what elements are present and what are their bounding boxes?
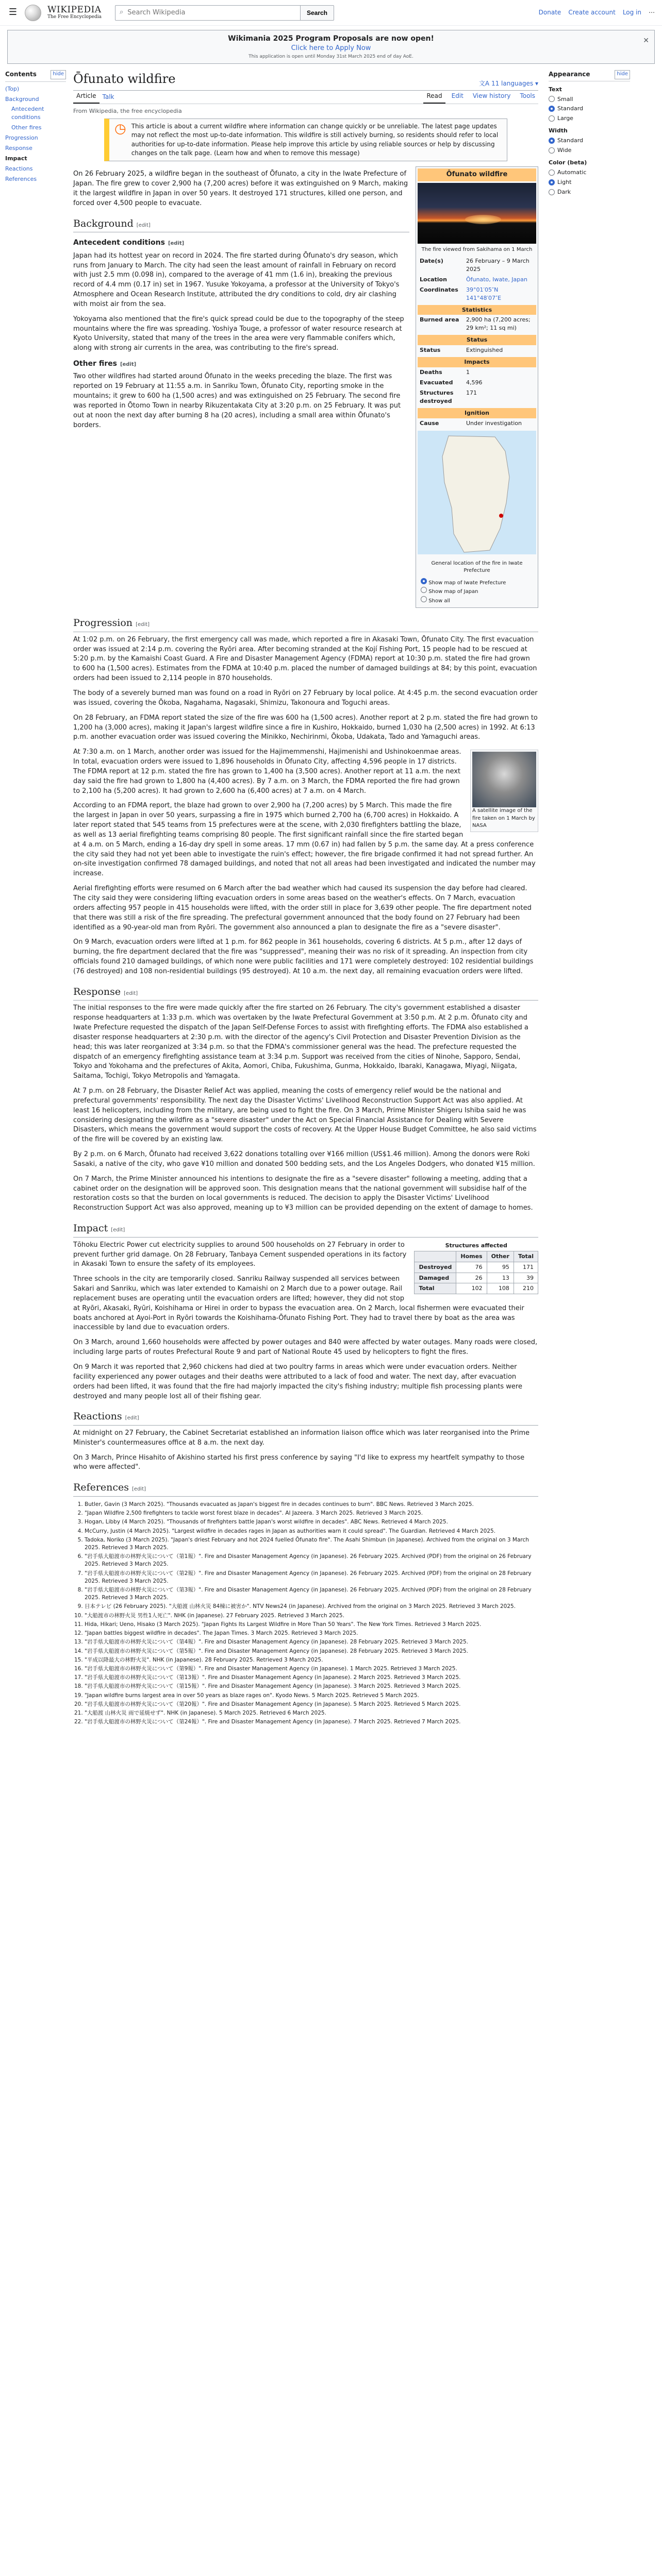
infobox-value: 4,596 xyxy=(466,379,483,386)
search-input[interactable] xyxy=(126,8,296,17)
section-response xyxy=(73,985,538,1001)
fire-location-marker xyxy=(499,514,503,518)
section-references xyxy=(73,1481,538,1497)
heading-text: Progression xyxy=(73,617,133,629)
table-of-contents xyxy=(5,68,66,1729)
radio-icon[interactable] xyxy=(421,578,427,584)
color-option-light[interactable] xyxy=(549,178,630,187)
search-button[interactable]: Search xyxy=(301,5,334,21)
reference-item: 2. "Japan Wildfire 2,500 firefighters to tackle worst forest blaze in decades". Al Jazeera. 3 March 2025. Retrieved 3 March 2025. xyxy=(85,1510,538,1517)
language-count[interactable]: 11 languages xyxy=(491,79,534,87)
paragraph: Two other wildfires had started around Ōfunato in the weeks preceding the blaze. The first was reported on 19 February at 11:55 a.m. in Sanriku Town, Ōfunato City, reporting smoke in the mountains; it grew to 600 ha (1,500 acres) and was extinguished on 25 February. The second fire was reported in Ōtomo Town in nearby Rikuzentakata City at 3:20 p.m. on 25 February. It was put out at noon the next day after burning 8 ha (20 acres), including a small area within Ōfunato's borders. xyxy=(73,372,401,429)
option-label: Standard xyxy=(557,137,584,144)
toc-item-reactions[interactable] xyxy=(5,165,66,173)
infobox-key: Cause xyxy=(420,419,439,427)
search-box xyxy=(115,5,301,21)
banner-apply-link[interactable]: Click here to Apply Now xyxy=(291,44,371,53)
infobox-section: Status xyxy=(418,335,536,345)
toc-link[interactable]: Progression xyxy=(5,134,38,142)
reference-item: 18. "岩手県大船渡市の林野火災について（第15報）". Fire and Disaster Management Agency (in Japanese). 3 March 2025. Retrieved 3 March 2025. xyxy=(85,1683,538,1690)
infobox-key: Location xyxy=(420,276,447,283)
infobox-key: Status xyxy=(420,347,441,354)
map-option[interactable] xyxy=(421,587,533,596)
tab-talk[interactable]: Talk xyxy=(102,93,114,100)
appearance-panel xyxy=(545,68,633,1729)
search-form xyxy=(115,5,334,21)
infobox-section: Ignition xyxy=(418,408,536,418)
wordmark-title: WIKIPEDIA xyxy=(47,4,102,15)
toc-link[interactable]: Antecedent conditions xyxy=(11,106,44,121)
paragraph: Yokoyama also mentioned that the fire's quick spread could be due to the topography of the steep mountains where the fire was spreading. Yoshiya Touge, a professor of water resource research at Kyoto University, stated that many of the trees in the area were very flammable conifers which, along with strong air currents in the area, was contributing to the fire's spread. xyxy=(73,315,404,352)
option-label: Dark xyxy=(557,188,571,195)
table-header xyxy=(415,1251,456,1262)
tab-history[interactable]: View history xyxy=(472,92,511,99)
table-cell: 13 xyxy=(487,1273,514,1283)
toc-item-response[interactable] xyxy=(5,144,66,152)
wordmark-tagline: The Free Encyclopedia xyxy=(47,14,102,20)
option-label: Wide xyxy=(557,147,572,154)
reference-item: 22. "岩手県大船渡市の林野火災について（第24報）". Fire and Disaster Management Agency (in Japanese). 7 March 2025. Retrieved 7 March 2025. xyxy=(85,1718,538,1726)
paragraph: The body of a severely burned man was found on a road in Ryōri on 27 February by local police. At 4:45 p.m. the second evacuation order was issued, covering the Ōkoba, Nagahama, Nagasaki, Shimizu, Takonoura and Toguchi areas. xyxy=(73,689,538,707)
paragraph: By 2 p.m. on 6 March, Ōfunato had received 3,622 donations totalling over ¥166 million (US$1.46 million). Among the donors were Roki Sasaki, a native of the city, who gave ¥10 million and donated 500 bedding sets, and the Los Angeles Dodgers, who donated ¥15 million. xyxy=(73,1150,535,1168)
user-links xyxy=(539,8,655,17)
infobox-row xyxy=(418,378,536,388)
table-cell: Total xyxy=(415,1283,456,1294)
section-reactions xyxy=(73,1410,538,1426)
paragraph: On 9 March, evacuation orders were lifted at 1 p.m. for 862 people in 361 households, covering 6 districts. At 5 p.m., after 12 days of burning, the fire department declared that the fire was "suppressed", meaning their was no risk of it spreading. An inspection from city officials found 210 damaged buildings, of which none were public facilities and 171 were completely destroyed: 102 residential buildings (76 destroyed) and 108 non-residential buildings (95 destroyed). At 10 a.m. the next day, all remaining evacuation orders were lifted. xyxy=(73,938,534,975)
paragraph: On 3 March, Prince Hisahito of Akishino started his first press conference by saying "I'd like to express my heartfelt sympathy to those who were affected". xyxy=(73,1453,525,1471)
toc-heading: Contents xyxy=(5,71,37,78)
heading-text: Antecedent conditions xyxy=(73,239,165,247)
toc-item-progression[interactable] xyxy=(5,134,66,142)
heading-text: Other fires xyxy=(73,360,117,368)
paragraph: The initial responses to the fire were made quickly after the fire started on 26 February. The city's government established a disaster response headquarters at 1:33 p.m. which was overtaken by the Iwate Prefectural Government at 3:50 p.m. At 2 p.m. Ōfunato city and Iwate Prefecture requested the dispatch of the Japan Self-Defense Forces to assist with firefighting efforts. The FDMA also established a disaster response headquarters at 2:30 p.m. with the director of the agency's Civil Protection and Disaster Prevention Division as the head; this was later reorganized at 3:34 p.m. so that the FDMA's commissioner general was the head. The prefecture requested the dispatch of an emergency firefighting assistance team at 3:34 p.m. Support was received from the cities of Ninohe, Sapporo, Sendai, Tokyo and Yokohama and the prefectures of Akita, Aomori, Chiba, Fukushima, Gunma, Hokkaido, Ibaraki, Kanagawa, Miyagi, Niigata, Saitama, Tochigi, Tokyo Metropolis and Yamagata. xyxy=(73,1004,528,1080)
reference-item: 4. McCurry, Justin (4 March 2025). "Largest wildfire in decades rages in Japan as authorities warn it could spread". The Guardian. Retrieved 4 March 2025. xyxy=(85,1528,538,1535)
section-antecedent xyxy=(73,238,409,248)
reference-item: 6. "岩手県大船渡市の林野火災について（第1報）". Fire and Disaster Management Agency (in Japanese). 26 February 2025. Archived (PDF) from the original on 26 February 2025. Retrieved 3 March 2025. xyxy=(85,1553,538,1568)
edit-link[interactable]: [edit] xyxy=(136,622,150,628)
table-cell: Damaged xyxy=(415,1273,456,1283)
infobox-key: Structures destroyed xyxy=(420,389,454,404)
toc-link[interactable]: Impact xyxy=(5,155,27,162)
map-options xyxy=(418,577,536,606)
toc-item-other-fires[interactable] xyxy=(5,124,66,132)
section-impact xyxy=(73,1222,538,1238)
option-label: Automatic xyxy=(557,169,587,176)
reference-item: 3. Hogan, Libby (4 March 2025). "Thousands of firefighters battle Japan's worst wildfire in decades". ABC News. Retrieved 4 March 2025. xyxy=(85,1518,538,1526)
reference-item: 11. Hida, Hikari; Ueno, Hisako (3 March 2025). "Japan Fights Its Largest Wildfire in More Than 50 Years". The New York Times. Retrieved 3 March 2025. xyxy=(85,1621,538,1629)
toc-hide-button[interactable]: hide xyxy=(51,70,66,79)
infobox-value[interactable]: Ōfunato, Iwate, Japan xyxy=(466,276,527,283)
satellite-thumbnail[interactable] xyxy=(470,750,538,832)
toc-link[interactable]: Reactions xyxy=(5,165,33,173)
infobox-row xyxy=(418,275,536,285)
option-label: Large xyxy=(557,115,573,122)
edit-link[interactable]: [edit] xyxy=(136,222,151,228)
section-progression xyxy=(73,616,538,632)
table-header: Other xyxy=(487,1251,514,1262)
table-cell: 76 xyxy=(456,1262,487,1273)
language-button[interactable]: 文A 11 languages ▾ xyxy=(478,79,538,87)
photo-caption: The fire viewed from Sakihama on 1 March xyxy=(421,247,533,253)
infobox-row xyxy=(418,315,536,333)
table-row xyxy=(415,1262,538,1273)
width-option-wide[interactable] xyxy=(549,146,630,155)
more-options-icon[interactable]: ⋯ xyxy=(649,8,655,16)
color-group xyxy=(549,159,630,196)
table-cell: 171 xyxy=(514,1262,538,1273)
reference-item: 17. "岩手県大船渡市の林野火災について（第13報）". Fire and Disaster Management Agency (in Japanese). 2 March 2025. Retrieved 3 March 2025. xyxy=(85,1674,538,1682)
donate-link[interactable]: Donate xyxy=(538,8,561,16)
infobox-value[interactable]: 39°01′05″N 141°48′07″E xyxy=(466,286,502,301)
group-label: Color (beta) xyxy=(549,159,587,166)
toc-item-references[interactable] xyxy=(5,175,66,183)
map-option[interactable] xyxy=(421,596,533,605)
heading-text: Impact xyxy=(73,1223,108,1234)
infobox-key: Burned area xyxy=(420,316,459,324)
section-other-fires xyxy=(73,359,409,369)
color-option-automatic[interactable] xyxy=(549,168,630,177)
toc-item-antecedent[interactable] xyxy=(5,105,66,122)
option-label: Standard xyxy=(557,105,584,112)
toc-link[interactable]: Response xyxy=(5,145,32,152)
group-label: Text xyxy=(549,86,562,93)
edit-link[interactable]: [edit] xyxy=(124,990,138,996)
radio-icon[interactable] xyxy=(549,170,555,176)
toc-link[interactable]: Background xyxy=(5,95,39,103)
paragraph: On 7 March, the Prime Minister announced his intentions to designate the fire as a "severe disaster" following a meeting, adding that a cabinet order on the designation will be approved soon. This designation means that the national government will subsidise half of the restoration costs so that the burden on local governments is reduced. The decision to apply the Disaster Victims' Livelihood Reconstruction Support Act was also approved, meaning up to ¥3 million can be provided depending on the extent of damage to homes. xyxy=(73,1175,533,1212)
section-background xyxy=(73,217,409,233)
paragraph: According to an FDMA report, the blaze had grown to over 2,900 ha (7,200 acres) by 5 March. This made the fire the largest in Japan in over 50 years, surpassing a fire in 1975 which burned 2,700 ha (6,700 acres) in Hokkaido. A later report stated that 545 teams from 15 prefectures were at the scene, with 2,030 firefighters battling the blaze, as well as 13 aerial firefighting teams comprising 80 people. The first significant rainfall since the fire started began at 4 a.m. on 5 March, ending a 16-day dry spell in some areas. 17 mm (0.67 in) had fallen by 5 p.m. the same day. At a press conference the city said they had not yet been able to investigate the ruin's effect; however, the fire brigade confirmed it had not spread further. An on-site investigation confirmed 78 damaged buildings, and noted that not all areas had been investigated and indicated the number may increase. xyxy=(73,802,536,878)
paragraph: Aerial firefighting efforts were resumed on 6 March after the bad weather which had caused its suspension the day before had cleared. The city said they were considering lifting evacuation orders in some areas based on the weather's effects. On 7 March, evacuation orders affecting 957 people in 415 households were lifted, with the order still in place for 3,639 other people. The fire department noted that there was still a risk of the fire spreading. The prefectural government announced that the body found on 27 February had been identified as a 90-year-old man from Ryōri. The government also announced a plan to designate the fire as a "severe disaster". xyxy=(73,885,532,931)
paragraph: On 3 March, around 1,660 households were affected by power outages and 840 were affected by water outages. Many roads were closed, including large parts of routes Prefectural Route 9 and part of National Route 45 used by helicopters to fight the fires. xyxy=(73,1338,538,1357)
page-title: Ōfunato wildfire xyxy=(73,72,176,87)
radio-icon[interactable] xyxy=(549,115,555,122)
infobox-section: Statistics xyxy=(418,305,536,315)
infobox-row xyxy=(418,418,536,429)
wordmark[interactable] xyxy=(47,6,102,20)
infobox-value: Extinguished xyxy=(466,347,503,354)
radio-icon[interactable] xyxy=(549,106,555,112)
heading-text: Response xyxy=(73,986,121,997)
group-label: Width xyxy=(549,127,568,134)
tab-read[interactable]: Read xyxy=(423,92,445,104)
reference-item: 14. "岩手県大船渡市の林野火災について（第5報）". Fire and Disaster Management Agency (in Japanese). 28 February 2025. Retrieved 3 March 2025. xyxy=(85,1648,538,1655)
infobox-key: Evacuated xyxy=(420,379,453,386)
map-caption: General location of the fire in Iwate Prefecture xyxy=(431,560,523,574)
reference-item: 12. "Japan battles biggest wildfire in decades". The Japan Times. 3 March 2025. Retrieved 3 March 2025. xyxy=(85,1630,538,1637)
table-row xyxy=(415,1283,538,1294)
site-notice-banner xyxy=(7,30,655,64)
map-option-label: Show map of Iwate Prefecture xyxy=(428,580,506,586)
paragraph: Japan had its hottest year on record in 2024. The fire started during Ōfunato's dry season, which runs from January to March. The city had seen the least amount of rainfall in February on record with just 2.5 mm (0.098 in), compared to the average of 41 mm (1.6 in), breaking the previous record of 4.4 mm (0.17 in) set in 1967. Yusuke Yokoyama, a professor at the University of Tokyo's Atmosphere and Ocean Research Institute, attributed the dry conditions to cold, dry air clashing with moist air from the sea. xyxy=(73,251,400,308)
infobox-row xyxy=(418,285,536,303)
paragraph: At 7:30 a.m. on 1 March, another order was issued for the Hajimemmenshi, Hajimenishi and Ushinokoenmae areas. In total, evacuation orders were issued to 1,896 households in Ōfunato City, affecting 4,596 people in 17 districts. The FDMA report at 12 p.m. stated the fire has grown to 1,400 ha (3,500 acres). Another report at 11 a.m. the next day said the fire had grown to 1,800 ha (4,400 acres). By 7 a.m. on 3 March, the FDMA reported the fire had grown to 2,100 ha (5,200 acres). It had grown to 2,600 ha (6,400 acres) at 7 a.m. on 4 March. xyxy=(73,748,461,795)
table-cell: Destroyed xyxy=(415,1262,456,1273)
color-option-dark[interactable] xyxy=(549,188,630,196)
text-option-standard[interactable] xyxy=(549,105,630,113)
edit-link[interactable]: [edit] xyxy=(125,1415,139,1421)
heading-text: Reactions xyxy=(73,1411,122,1422)
infobox-row xyxy=(418,367,536,378)
table-cell: 210 xyxy=(514,1283,538,1294)
table-header: Total xyxy=(514,1251,538,1262)
clock-icon: ◷ xyxy=(114,121,126,137)
edit-link[interactable]: [edit] xyxy=(168,241,185,247)
map-option[interactable] xyxy=(421,578,533,587)
paragraph: Tōhoku Electric Power cut electricity supplies to around 500 households on 27 February in order to prevent further grid damage. On 28 February, Tanbaya Cement suspended operations in its factory in Akasaki Town to ensure the safety of its employees. xyxy=(73,1241,407,1268)
infobox-key: Coordinates xyxy=(420,286,458,293)
infobox-key: Deaths xyxy=(420,369,442,376)
fire-photo[interactable] xyxy=(418,183,536,244)
infobox-row xyxy=(418,345,536,355)
table-row xyxy=(415,1273,538,1283)
paragraph: At 7 p.m. on 28 February, the Disaster Relief Act was applied, meaning the costs of emergency relief would be the national and prefectural governments' responsibility. The next day the Disaster Victims' Livelihood Reconstruction Support Act was also applied. At least 16 helicopters, including from the military, are being used to fight the fire. On 3 March, Prime Minister Shigeru Ishiba said he was considering designating the wildfire as a "severe disaster" under the Act on Special Financial Assistance for Dealing with Severe Disasters, which means the government would support the costs of recovery. At the Upper House Budget Committee, he also said victims of the fire will be covered by an existing law. xyxy=(73,1087,537,1144)
banner-title: Wikimania 2025 Program Proposals are now open! xyxy=(228,35,434,43)
edit-link[interactable]: [edit] xyxy=(132,1486,146,1493)
width-group xyxy=(549,127,630,155)
infobox-row xyxy=(418,388,536,406)
reference-item: 16. "岩手県大船渡市の林野火災について（第9報）". Fire and Disaster Management Agency (in Japanese). 1 March 2025. Retrieved 3 March 2025. xyxy=(85,1665,538,1673)
lead-paragraph: On 26 February 2025, a wildfire began in the southeast of Ōfunato, a city in the Iwate Prefecture of Japan. The fire grew to cover 2,900 ha (7,200 acres) before it was extinguished on 9 March, making it the largest wildfire in Japan in over 50 years. It destroyed 171 structures, killed one person, and forced over 4,500 people to evacuate. xyxy=(73,170,408,208)
table-caption: Structures affected xyxy=(445,1242,507,1249)
radio-icon[interactable] xyxy=(549,147,555,154)
appearance-hide-button[interactable]: hide xyxy=(615,70,630,79)
location-map[interactable] xyxy=(418,431,536,554)
table-cell: 102 xyxy=(456,1283,487,1294)
reference-item: 1. Butler, Gavin (3 March 2025). "Thousands evacuated as Japan's biggest fire in decades continues to burn". BBC News. Retrieved 3 March 2025. xyxy=(85,1501,538,1509)
reference-item: 5. Tadoka, Noriko (3 March 2025). "Japan's driest February and hot 2024 fuelled Ōfunato fire". The Asahi Shimbun (in Japanese). Archived from the original on 3 March 2025. Retrieved 3 March 2025. xyxy=(85,1536,538,1552)
paragraph: At 1:02 p.m. on 26 February, the first emergency call was made, which reported a fire in Akasaki Town, Ōfunato City. The first evacuation order was issued at 2:14 p.m. covering the Ryōri area. After becoming stranded at the Kojí Fishing Port, 15 people had to be rescued at 5:20 p.m. by the Kamaishi Coast Guard. A Fire and Disaster Management Agency (FDMA) report at 10:30 p.m. stated the fire had grown to 600 ha (1,500 acres). Estimates from the FDMA at 10:40 p.m. placed the number of damaged buildings at 84; by this point, evacuation orders had been issued to 2,114 people in 870 households. xyxy=(73,635,537,683)
close-icon[interactable]: ✕ xyxy=(643,37,649,45)
tab-tools[interactable]: Tools xyxy=(520,92,535,99)
infobox-value: Under investigation xyxy=(466,419,522,427)
current-event-notice xyxy=(104,118,507,162)
article-body xyxy=(73,166,409,608)
map-option-label: Show all xyxy=(428,598,451,604)
infobox-value: 2,900 ha (7,200 acres; 29 km²; 11 sq mi) xyxy=(466,316,531,332)
radio-icon[interactable] xyxy=(549,96,555,102)
infobox-value: 26 February – 9 March 2025 xyxy=(466,257,529,273)
reference-item: 19. "Japan wildfire burns largest area in over 50 years as blaze rages on". Kyodo News. 5 March 2025. Retrieved 5 March 2025. xyxy=(85,1692,538,1700)
edit-link[interactable]: [edit] xyxy=(111,1227,125,1233)
infobox xyxy=(416,166,538,608)
heading-text: Background xyxy=(73,217,134,229)
toc-link[interactable]: References xyxy=(5,176,37,183)
table-header-row xyxy=(415,1251,538,1262)
paragraph: On 28 February, an FDMA report stated the size of the fire was 600 ha (1,500 acres). Another report at 2 p.m. stated the fire had grown to 1,200 ha (3,000 acres), making it Japan's largest wildfire since a fire in Kushiro, Hokkaido, burned 1,030 ha (2,500 acres) in 1992. At 6:13 p.m. another evacuation order was issued covering the Minikko, Nechirinmi, Ōkoba, Udakata, Tado and Yamaguchi areas. xyxy=(73,714,538,741)
page-tabs xyxy=(73,91,538,104)
reference-item: 13. "岩手県大船渡市の林野火災について（第4報）". Fire and Disaster Management Agency (in Japanese). 28 February 2025. Retrieved 3 March 2025. xyxy=(85,1638,538,1646)
radio-icon[interactable] xyxy=(421,587,427,593)
edit-link[interactable]: [edit] xyxy=(120,362,137,368)
infobox-value: 1 xyxy=(466,369,470,376)
option-label: Small xyxy=(557,95,573,103)
infobox-key: Date(s) xyxy=(420,257,443,264)
search-icon: ⌕ xyxy=(119,8,124,16)
table-cell: 95 xyxy=(487,1262,514,1273)
tab-edit[interactable]: Edit xyxy=(451,92,464,99)
radio-icon[interactable] xyxy=(549,179,555,185)
main-menu-icon[interactable]: ☰ xyxy=(8,7,18,18)
reference-item: 8. "岩手県大船渡市の林野火災について（第3報）". Fire and Disaster Management Agency (in Japanese). 26 February 2025. Archived (PDF) from the original on 28 February 2025. Retrieved 3 March 2025. xyxy=(85,1586,538,1602)
toc-link[interactable]: (Top) xyxy=(5,85,20,92)
reference-item: 9. 日本テレビ (26 February 2025). "大船渡 山林火災 84棟に被害か". NTV News24 (in Japanese). Archived from the original on 3 March 2025. Retrieved 3 March 2025. xyxy=(85,1603,538,1611)
from-wikipedia: From Wikipedia, the free encyclopedia xyxy=(73,107,182,114)
radio-icon[interactable] xyxy=(549,138,555,144)
width-option-standard[interactable] xyxy=(549,137,630,145)
infobox-section: Impacts xyxy=(418,357,536,367)
infobox-title: Ōfunato wildfire xyxy=(418,168,536,181)
banner-fine-print: This application is open until Monday 31st March 2025 end of day AoE. xyxy=(249,54,413,60)
table-cell: 39 xyxy=(514,1273,538,1283)
paragraph: At midnight on 27 February, the Cabinet Secretariat established an information liaison office which was later reorganised into the Prime Minister's countermeasures office at 8 a.m. the next day. xyxy=(73,1429,530,1447)
paragraph: On 9 March it was reported that 2,960 chickens had died at two poultry farms in areas which were under evacuation orders. Neither facility experienced any power outages and their deaths were attributed to a lack of food and water. The next day, after evacuation orders had been lifted, it was found that the fire had majorly impacted the city's fishing industry; multiple fish processing plants were destroyed and many people lost all of their fishing gear. xyxy=(73,1363,522,1400)
wikipedia-logo[interactable] xyxy=(25,5,41,21)
article xyxy=(66,68,545,1729)
toc-link[interactable]: Other fires xyxy=(11,124,42,131)
reference-item: 7. "岩手県大船渡市の林野火災について（第2報）". Fire and Disaster Management Agency (in Japanese). 26 February 2025. Archived (PDF) from the original on 28 February 2025. Retrieved 3 March 2025. xyxy=(85,1570,538,1585)
structures-table xyxy=(414,1241,538,1295)
tab-article[interactable]: Article xyxy=(73,92,100,104)
table-header: Homes xyxy=(456,1251,487,1262)
satellite-image[interactable] xyxy=(472,752,536,807)
toc-item-background[interactable] xyxy=(5,95,66,104)
notice-text: This article is about a current wildfire where information can change quickly or be unreliable. The latest page updates may not reflect the most up-to-date information. This wildfire is still actively burning, so residents should refer to local authorities for up-to-date information. Please help improve this article by using reliable sources or help by discussing changes on the talk page. (Learn how and when to remove this message) xyxy=(131,122,499,157)
site-header xyxy=(0,0,662,26)
infobox-value: 171 xyxy=(466,389,477,397)
reference-item: 10. "大船渡市の林野火災 男性1人死亡". NHK (in Japanese). 27 February 2025. Retrieved 3 March 2025. xyxy=(85,1612,538,1620)
appearance-heading: Appearance xyxy=(549,71,590,78)
login-link[interactable]: Log in xyxy=(622,8,641,16)
reference-item: 21. "大船渡 山林火災 雨で延焼せず". NHK (in Japanese). 5 March 2025. Retrieved 6 March 2025. xyxy=(85,1709,538,1717)
text-size-group xyxy=(549,86,630,123)
create-account-link[interactable]: Create account xyxy=(568,8,616,16)
map-option-label: Show map of Japan xyxy=(428,589,478,595)
reference-list xyxy=(73,1500,538,1727)
option-label: Light xyxy=(557,179,572,186)
radio-icon[interactable] xyxy=(421,596,427,602)
toc-item-impact[interactable] xyxy=(5,155,66,163)
toc-item-top[interactable] xyxy=(5,85,66,93)
reference-item: 15. "平成以降最大の林野火災". NHK (in Japanese). 28 February 2025. Retrieved 3 March 2025. xyxy=(85,1656,538,1664)
table-cell: 26 xyxy=(456,1273,487,1283)
heading-text: References xyxy=(73,1482,129,1494)
reference-item: 20. "岩手県大船渡市の林野火災について（第20報）". Fire and Disaster Management Agency (in Japanese). 5 March 2025. Retrieved 5 March 2025. xyxy=(85,1701,538,1708)
table-cell: 108 xyxy=(487,1283,514,1294)
thumbnail-caption: A satellite image of the fire taken on 1 March by NASA xyxy=(472,808,535,829)
infobox-row xyxy=(418,256,536,275)
radio-icon[interactable] xyxy=(549,189,555,195)
text-option-small[interactable] xyxy=(549,95,630,104)
text-option-large[interactable] xyxy=(549,114,630,123)
paragraph: Three schools in the city are temporarily closed. Sanriku Railway suspended all services between Sakari and Sanriku, which was later extended to Kamaishi on 2 March due to a power outage. Rail replacement buses are operating until the evacuation orders are lifted; however, they did not stop at Ryōri, Akasaki, Ryūri, Koishihama or Hirei in order to bypass the evacuation area. On 2 March, local fishermen were evacuated their boats anchored at Ayoi-Port in Ryōri towards the Koishihama-Ōfunato Fishing Port. They had to travel there by boat as the area was inaccessible by land due to evacuation orders. xyxy=(73,1275,524,1332)
